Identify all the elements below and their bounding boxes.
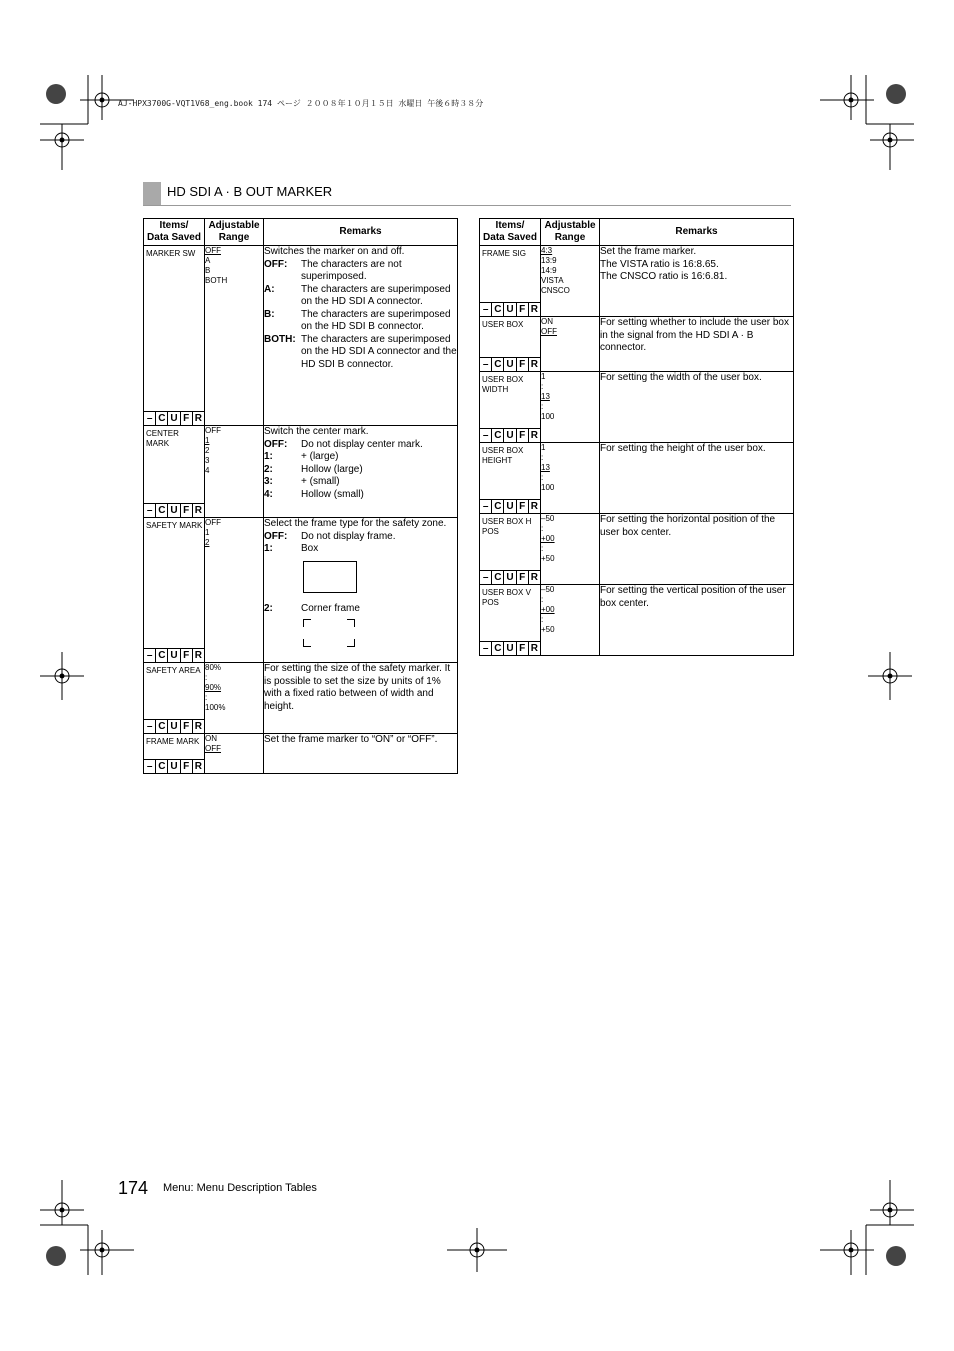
item-cell xyxy=(144,734,205,774)
item-cell xyxy=(144,663,205,734)
remarks-cell: For setting the size of the safety marker. It is possible to set the size by units of 1% with a fixed ratio between of width and height. xyxy=(264,663,458,734)
table-row xyxy=(144,734,458,774)
remarks-header: Remarks xyxy=(264,219,458,246)
range-cell: –50 : +00 : +50 xyxy=(541,585,600,656)
range-header: Adjustable Range xyxy=(541,219,600,246)
data-saved-flags: – C U F R xyxy=(480,428,540,442)
remarks-cell: For setting the vertical position of the user box center. xyxy=(600,585,794,656)
registration-dial-icon xyxy=(46,84,66,104)
range-cell: OFF 1 2 3 4 xyxy=(205,426,264,518)
item-name: FRAME MARK xyxy=(146,737,200,746)
range-cell: 4:3 13:9 14:9 VISTA CNSCO xyxy=(541,246,600,317)
table-row xyxy=(480,514,794,585)
remarks-cell: Select the frame type for the safety zone. OFF: Do not display frame. 1: Box 2: Corner frame xyxy=(264,518,458,663)
registration-dial-icon xyxy=(46,1246,66,1266)
items-header: Items/ Data Saved xyxy=(480,219,541,246)
item-cell xyxy=(144,426,205,518)
item-name: USER BOX V POS xyxy=(482,588,531,607)
range-cell: ON OFF xyxy=(205,734,264,774)
item-name: USER BOX HEIGHT xyxy=(482,446,524,465)
corner-frame-illustration xyxy=(303,615,363,649)
remarks-cell: For setting whether to include the user box in the signal from the HD SDI A · B connector. xyxy=(600,317,794,372)
range-cell: OFF 1 2 xyxy=(205,518,264,663)
data-saved-flags: – C U F R xyxy=(480,570,540,584)
remarks-cell: For setting the horizontal position of the user box center. xyxy=(600,514,794,585)
menu-table-left xyxy=(143,218,458,774)
table-row xyxy=(144,246,458,426)
range-cell: –50 : +00 : +50 xyxy=(541,514,600,585)
table-header-row xyxy=(144,219,458,246)
item-cell xyxy=(144,518,205,663)
registration-dial-icon xyxy=(886,84,906,104)
menu-table-right xyxy=(479,218,794,656)
range-cell: 80% : 90% : 100% xyxy=(205,663,264,734)
table-row xyxy=(480,246,794,317)
table-row xyxy=(144,663,458,734)
item-name: SAFETY MARK xyxy=(146,521,203,530)
table-row xyxy=(480,585,794,656)
table-row xyxy=(480,317,794,372)
footer-title: Menu: Menu Description Tables xyxy=(163,1182,317,1194)
item-name: SAFETY AREA xyxy=(146,666,201,675)
range-header: Adjustable Range xyxy=(205,219,264,246)
item-name: USER BOX xyxy=(482,320,524,329)
item-name: USER BOX H POS xyxy=(482,517,532,536)
box-frame-illustration xyxy=(303,561,357,593)
item-cell xyxy=(480,372,541,443)
item-name: FRAME SIG xyxy=(482,249,527,258)
remarks-cell: Set the frame marker to “ON” or “OFF”. xyxy=(264,734,458,774)
section-divider xyxy=(143,205,791,206)
item-cell xyxy=(480,317,541,372)
range-cell: 1 : 13 : 100 xyxy=(541,443,600,514)
data-saved-flags: – C U F R xyxy=(480,357,540,371)
data-saved-flags: – C U F R xyxy=(144,503,204,517)
page-number: 174 xyxy=(118,1178,149,1198)
data-saved-flags: – C U F R xyxy=(144,648,204,662)
table-row xyxy=(480,372,794,443)
item-cell xyxy=(480,585,541,656)
item-cell xyxy=(480,514,541,585)
remarks-cell: Set the frame marker. The VISTA ratio is 16:8.65. The CNSCO ratio is 16:6.81. xyxy=(600,246,794,317)
remarks-header: Remarks xyxy=(600,219,794,246)
range-cell: 1 : 13 : 100 xyxy=(541,372,600,443)
print-header: AJ-HPX3700G-VQT1V68_eng.book 174 ページ ２００８年１０月１５日 水曜日 午後６時３８分 xyxy=(118,99,484,108)
data-saved-flags: – C U F R xyxy=(480,641,540,655)
table-row xyxy=(144,518,458,663)
table-row xyxy=(480,443,794,514)
data-saved-flags: – C U F R xyxy=(480,499,540,513)
section-title: HD SDI A · B OUT MARKER xyxy=(167,184,333,199)
table-header-row xyxy=(480,219,794,246)
range-cell: ON OFF xyxy=(541,317,600,372)
remarks-cell: For setting the width of the user box. xyxy=(600,372,794,443)
item-name: USER BOX WIDTH xyxy=(482,375,524,394)
item-name: CENTER MARK xyxy=(146,429,179,448)
registration-dial-icon xyxy=(886,1246,906,1266)
data-saved-flags: – C U F R xyxy=(480,302,540,316)
data-saved-flags: – C U F R xyxy=(144,411,204,425)
table-row xyxy=(144,426,458,518)
item-cell xyxy=(480,443,541,514)
data-saved-flags: – C U F R xyxy=(144,759,204,773)
item-cell xyxy=(480,246,541,317)
remarks-cell: For setting the height of the user box. xyxy=(600,443,794,514)
items-header: Items/ Data Saved xyxy=(144,219,205,246)
range-cell: OFF A B BOTH xyxy=(205,246,264,426)
section-tab xyxy=(143,182,161,206)
remarks-cell: Switches the marker on and off. OFF: The characters are not superimposed. A: The characters are superimposed on the HD SDI A connector. B: The characters are superimposed on the HD SDI B connector. BOTH: The characters are superimposed on the HD SDI A connector and the HD SDI B connector. xyxy=(264,246,458,426)
item-name: MARKER SW xyxy=(146,249,196,258)
item-cell xyxy=(144,246,205,426)
data-saved-flags: – C U F R xyxy=(144,719,204,733)
remarks-cell: Switch the center mark. OFF: Do not display center mark. 1: + (large) 2: Hollow (large) 3: + (small) 4: Hollow (small) xyxy=(264,426,458,518)
